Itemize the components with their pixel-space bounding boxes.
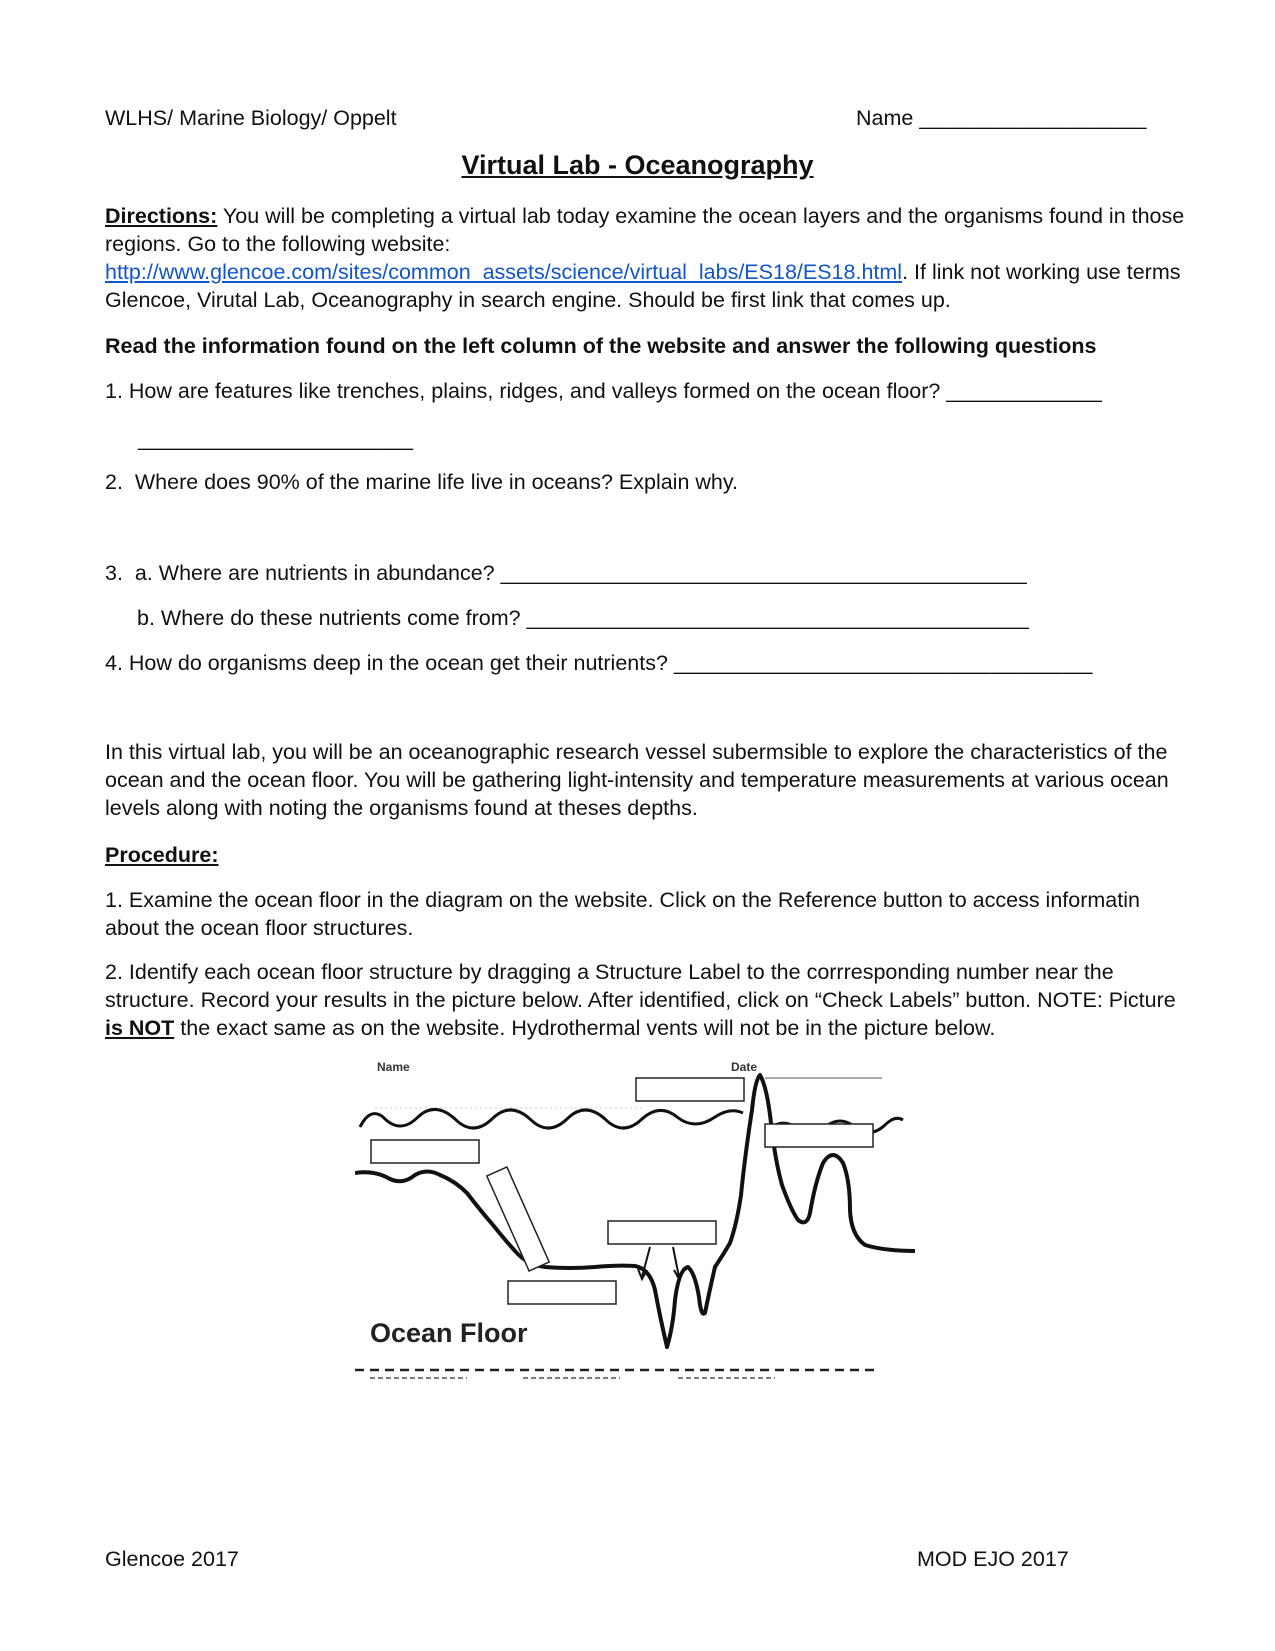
intro-paragraph: In this virtual lab, you will be an oceanographic research vessel subermsible to explore the characteristics of the ocean and the ocean floor. You will be gathering light-intensity and temperature measurements at various ocean levels along with noting the organisms found at theses depths. bbox=[105, 740, 1169, 820]
question-3a: 3. a. Where are nutrients in abundance? ____________________________________________ bbox=[105, 561, 1027, 585]
label-box-4[interactable] bbox=[608, 1221, 716, 1244]
question-2: 2. Where does 90% of the marine life live in oceans? Explain why. bbox=[105, 470, 738, 494]
question-1-answer-line: _______________________ bbox=[138, 427, 414, 451]
questions-instruction: Read the information found on the left column of the website and answer the following questions bbox=[105, 334, 1097, 358]
procedure-heading: Procedure: bbox=[105, 843, 219, 867]
label-box-5[interactable] bbox=[508, 1281, 616, 1304]
header-name-line: Name ___________________ bbox=[856, 106, 1147, 130]
diagram-date-label: Date bbox=[731, 1060, 758, 1074]
label-box-2[interactable] bbox=[636, 1078, 744, 1101]
directions-text-2: . If link not working use terms Glencoe, Virutal Lab, Oceanography in search engine. Should be first link that comes up. bbox=[105, 260, 1181, 312]
question-1: 1. How are features like trenches, plains, ridges, and valleys formed on the ocean floor? _____________ bbox=[105, 379, 1102, 403]
ocean-surface-wave bbox=[360, 1109, 743, 1128]
question-4: 4. How do organisms deep in the ocean get their nutrients? ___________________________________ bbox=[105, 651, 1093, 675]
ocean-floor-diagram bbox=[355, 1055, 915, 1400]
footer-right: MOD EJO 2017 bbox=[917, 1547, 1069, 1571]
procedure-step-1: 1. Examine the ocean floor in the diagram on the website. Click on the Reference button to access informatin about the ocean floor structures. bbox=[105, 888, 1140, 940]
website-link[interactable]: http://www.glencoe.com/sites/common_assets/science/virtual_labs/ES18/ES18.html bbox=[105, 260, 903, 284]
directions-paragraph bbox=[105, 202, 1185, 314]
procedure-step-2-text-a: 2. Identify each ocean floor structure by dragging a Structure Label to the corrresponding number near the structure. Record your results in the picture below. After identified, click on “Check Labels” button. NOTE: Picture bbox=[105, 960, 1176, 1012]
header-course: WLHS/ Marine Biology/ Oppelt bbox=[105, 106, 397, 130]
directions-text-1: You will be completing a virtual lab today examine the ocean layers and the organisms found in those regions. Go to the following website: bbox=[105, 204, 1185, 256]
procedure-step-2 bbox=[105, 958, 1185, 1042]
procedure-step-2-text-b: the exact same as on the website. Hydrothermal vents will not be in the picture below. bbox=[174, 1016, 996, 1040]
procedure-step-2-emphasis: is NOT bbox=[105, 1016, 175, 1040]
directions-label: Directions: bbox=[105, 204, 218, 228]
diagram-caption: Ocean Floor bbox=[370, 1318, 528, 1348]
page-title: Virtual Lab - Oceanography bbox=[461, 150, 814, 180]
diagram-name-label: Name bbox=[377, 1060, 410, 1074]
ocean-floor-profile bbox=[355, 1075, 915, 1347]
footer-left: Glencoe 2017 bbox=[105, 1547, 239, 1571]
label-box-3[interactable] bbox=[765, 1124, 873, 1147]
question-3b: b. Where do these nutrients come from? __________________________________________ bbox=[137, 606, 1029, 630]
label-box-1[interactable] bbox=[371, 1140, 479, 1163]
